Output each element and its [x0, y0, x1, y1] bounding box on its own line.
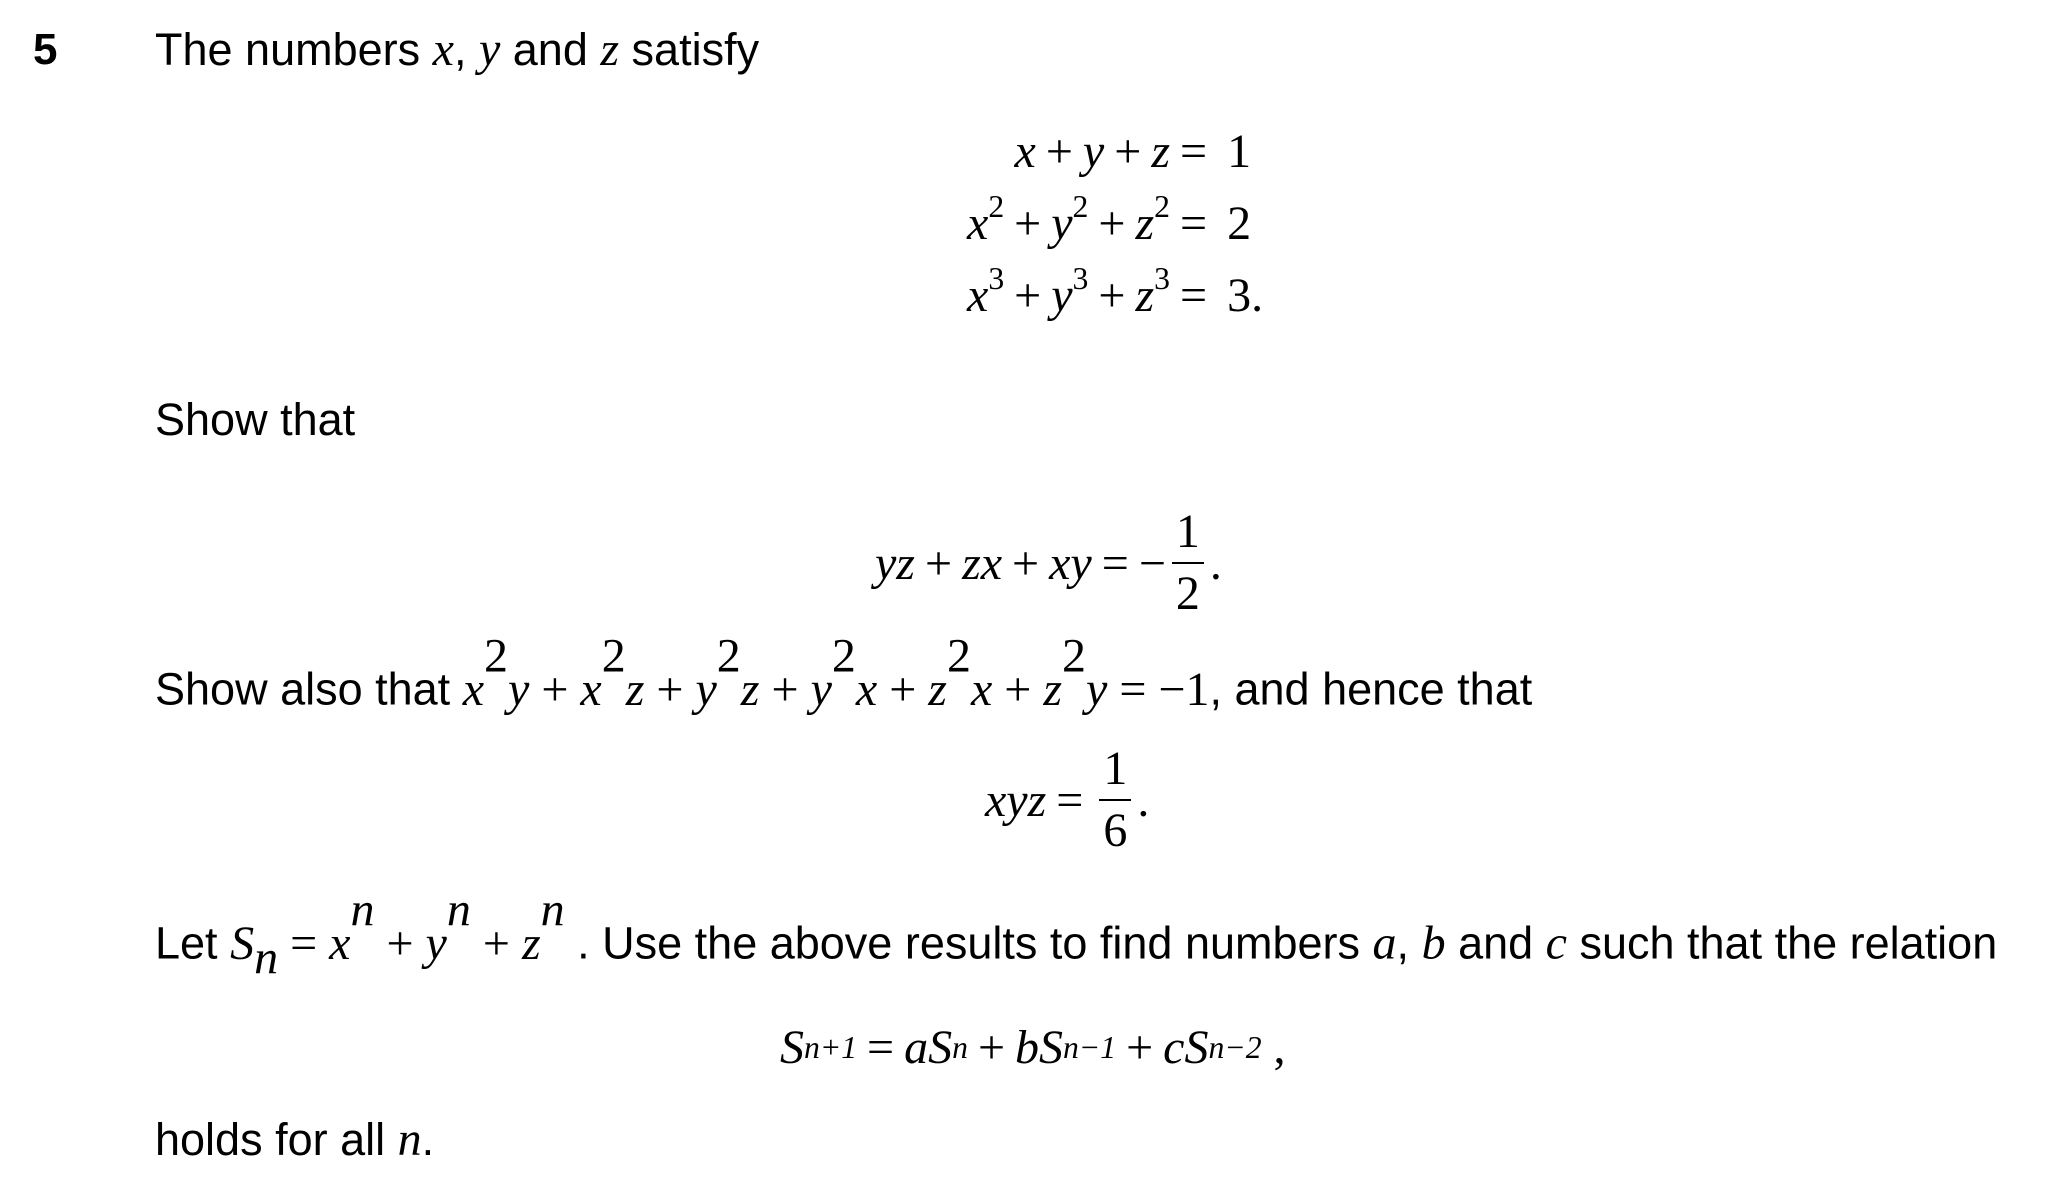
result-2-end: . [1137, 773, 1150, 827]
equation-2-lhs: $x^2 + y^2 + z^2$ [967, 188, 1170, 250]
show-also-text [155, 629, 1533, 718]
result-2-fraction [1099, 742, 1131, 857]
result-1-numerator: 1 [1175, 505, 1200, 558]
equation-1-lhs: x + y + z [1014, 125, 1170, 178]
result-2: xyz = $\frac{1}{6}$ . [985, 742, 1150, 857]
result-1-end: . [1209, 536, 1222, 590]
let-definition-text: Let $S_n = x^n + y^n + z^n$ . Use the above results to find numbers a, b and c such that the relation [155, 883, 1998, 984]
show-also-expression: $x^2y + x^2z + y^2z + y^2x + z^2x + z^2y = -1$ [462, 629, 1210, 716]
let-prefix: Let [155, 917, 218, 969]
result-2-denominator: 6 [1103, 804, 1128, 857]
result-1: yz + zx + xy = − $\frac{1}{2}$ . [875, 505, 1222, 620]
result-1-sign: − [1138, 536, 1166, 590]
equation-system [880, 116, 1263, 332]
equation-3-lhs: $x^3 + y^3 + z^3$ [967, 260, 1170, 322]
equation-2-rhs: 2 [1227, 197, 1252, 250]
result-1-denominator: 2 [1175, 567, 1200, 620]
show-that-text: Show that [155, 394, 356, 445]
recurrence-relation: S n+1 = aS n + bS n−1 + cS n−2 , [780, 1021, 1286, 1074]
show-also-suffix: , and hence that [1209, 663, 1533, 715]
show-also-prefix: Show also that [155, 663, 451, 715]
let-definition: $S_n = x^n + y^n + z^n$ [230, 883, 565, 984]
result-1-fraction [1172, 505, 1204, 620]
equation-3-rhs: 3. [1227, 269, 1264, 322]
equation-row-2: $x^2 + y^2 + z^2$ = 2 [880, 188, 1263, 260]
conclusion-text: holds for all n. [155, 1113, 435, 1166]
result-2-numerator: 1 [1103, 742, 1128, 795]
intro-text: The numbers x, y and z satisfy [155, 23, 760, 76]
equation-1-rhs: 1 [1227, 125, 1252, 178]
equation-row-1: x + y + z = 1 [880, 116, 1263, 188]
equation-row-3: $x^3 + y^3 + z^3$ = 3. [880, 260, 1263, 332]
question-number: 5 [33, 25, 58, 74]
